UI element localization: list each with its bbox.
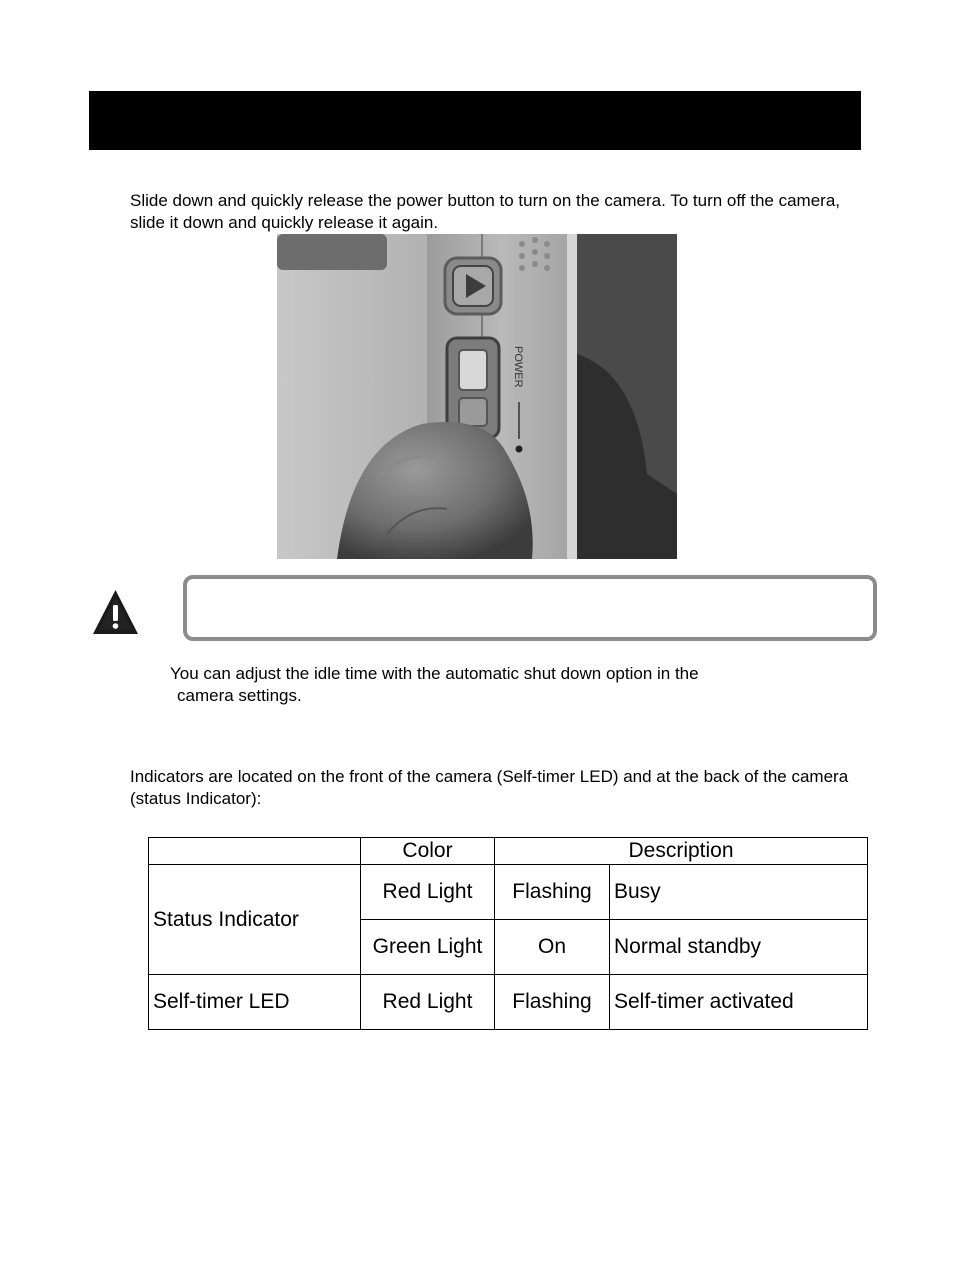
indicator-color: Green Light <box>361 920 495 975</box>
auto-shutdown-note <box>170 663 810 707</box>
indicators-table <box>148 837 868 1030</box>
indicator-name: Status Indicator <box>149 865 361 975</box>
indicator-name: Self-timer LED <box>149 975 361 1030</box>
indicator-description: Busy <box>610 865 868 920</box>
camera-photo-illustration <box>277 234 677 559</box>
power-label: POWER <box>512 346 524 388</box>
section-title-bar <box>89 91 861 150</box>
indicator-description: Self-timer activated <box>610 975 868 1030</box>
camera-power-button-photo <box>277 234 677 559</box>
indicator-color: Red Light <box>361 865 495 920</box>
warning-icon <box>91 588 140 637</box>
header-blank <box>149 838 361 865</box>
note-heading-box <box>183 575 877 641</box>
power-instructions: Slide down and quickly release the power button to turn on the camera. To turn off the camera, slide it down and quickly release it again. <box>130 191 841 232</box>
indicator-state: Flashing <box>495 975 610 1030</box>
header-color: Color <box>361 838 495 865</box>
note-line-1: You can adjust the idle time with the automatic shut down option in the <box>170 664 699 683</box>
indicator-color: Red Light <box>361 975 495 1030</box>
table-row <box>149 865 868 920</box>
indicators-intro: Indicators are located on the front of the camera (Self-timer LED) and at the back of the camera (status Indicator): <box>130 767 849 808</box>
indicator-state: Flashing <box>495 865 610 920</box>
note-line-2: camera settings. <box>177 686 302 705</box>
indicator-description: Normal standby <box>610 920 868 975</box>
indicator-state: On <box>495 920 610 975</box>
table-header-row <box>149 838 868 865</box>
header-description: Description <box>495 838 868 865</box>
table-row <box>149 975 868 1030</box>
